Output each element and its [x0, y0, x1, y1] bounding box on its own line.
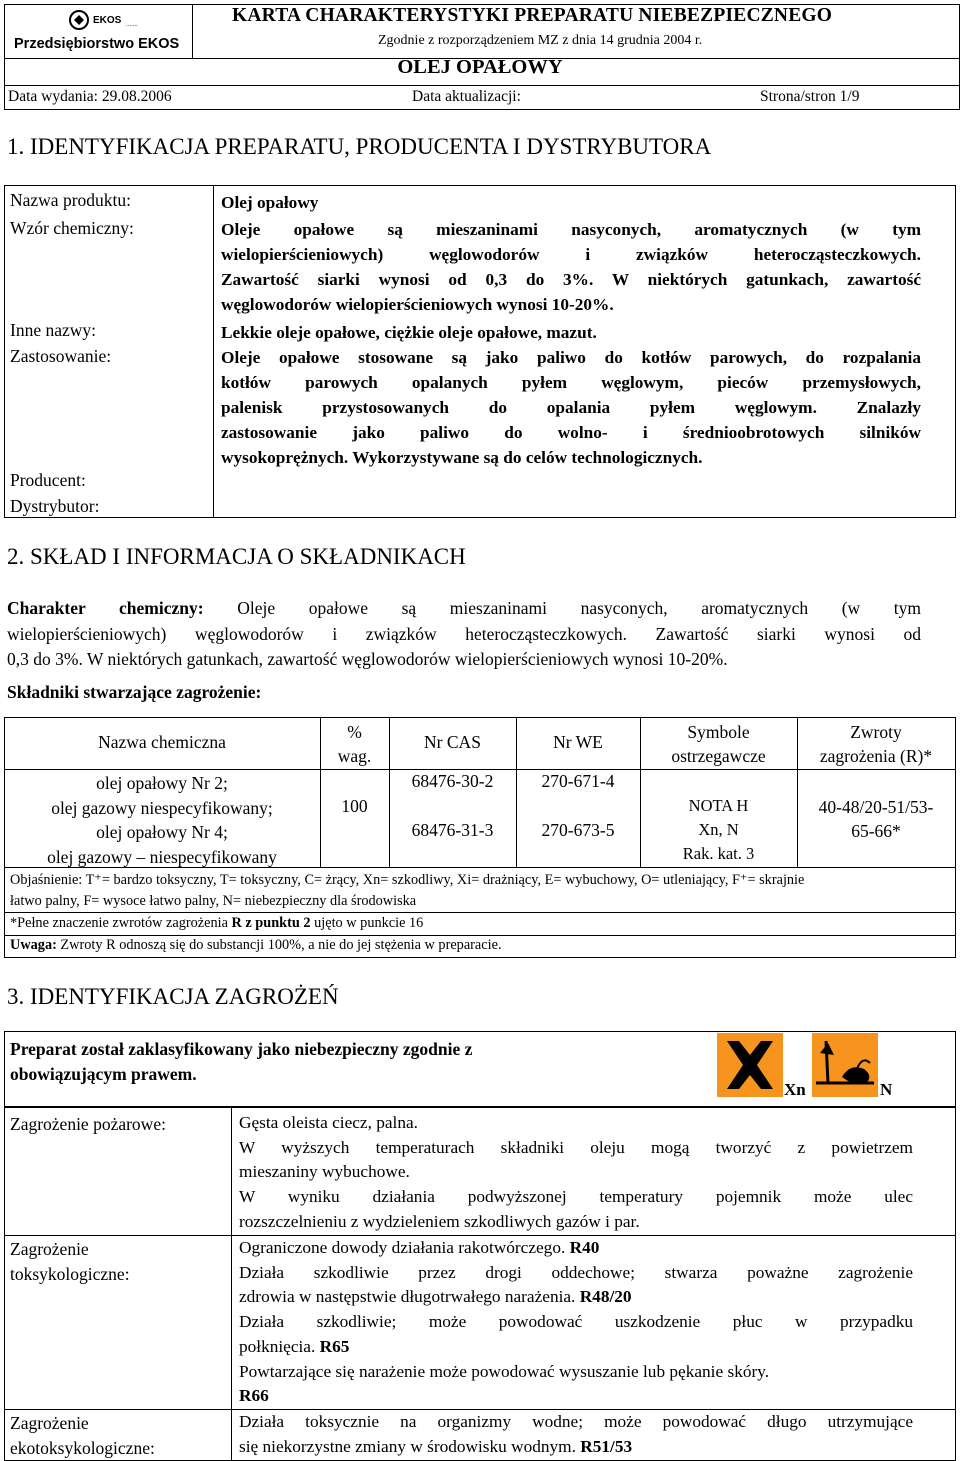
section-1-heading: 1. IDENTYFIKACJA PREPARATU, PRODUCENTA I DYSTRYBUTORA	[7, 134, 712, 159]
percent-cell: 100	[341, 796, 368, 816]
we-cell-2: 270-673-5	[541, 820, 615, 840]
svg-text:.......: .......	[126, 22, 138, 28]
cas-cell-1: 68476-30-2	[411, 771, 494, 791]
classification-statement: Preparat został zaklasyfikowany jako niebezpieczny zgodnie z obowiązującym prawem.	[10, 1039, 473, 1084]
col-header-we: Nr WE	[553, 732, 603, 752]
regulation-note: Zgodnie z rozporządzeniem MZ z dnia 14 grudnia 2004 r.	[378, 33, 703, 48]
section-3-heading: 3. IDENTYFIKACJA ZAGROŻEŃ	[7, 984, 339, 1009]
environment-hazard-icon	[812, 1033, 878, 1102]
harmful-x-icon	[717, 1033, 783, 1102]
company-logo	[66, 8, 176, 32]
hazard-components-heading: Składniki stwarzające zagrożenie:	[7, 682, 262, 702]
concentration-note: Uwaga: Zwroty R odnoszą się do substancji 100%, a nie do jej stężenia w preparacie.	[10, 937, 502, 953]
col-header-name: Nazwa chemiczna	[98, 732, 226, 752]
label-toxicological-hazard: Zagrożenie toksykologiczne:	[10, 1239, 130, 1284]
product-title: OLEJ OPAŁOWY	[397, 56, 563, 78]
label-fire-hazard: Zagrożenie pożarowe:	[10, 1114, 166, 1134]
we-cell-1: 270-671-4	[541, 771, 615, 791]
label-usage: Zastosowanie:	[10, 346, 112, 366]
col-header-cas: Nr CAS	[424, 732, 481, 752]
ecotoxicological-hazard-value: Działa toksycznie na organizmy wodne; może powodować długo utrzymujące się niekorzystne zmiany w środowisku wodnym. R51/53	[239, 1412, 913, 1456]
col-header-percent: % wag.	[337, 722, 372, 766]
chemical-names-cell	[4, 771, 320, 869]
pictogram-label-xn: Xn	[784, 1080, 806, 1099]
product-name-value: Olej opałowy	[221, 193, 319, 212]
other-names-value: Lekkie oleje opałowe, ciężkie oleje opałowe, mazut.	[221, 323, 597, 342]
company-name: Przedsiębiorstwo EKOS	[14, 36, 180, 52]
usage-value: Oleje opałowe stosowane są jako paliwo do kotłów parowych, do rozpalania kotłów parowych opalanych pyłem węglowym, pieców przemysłowych, palenisk przystosowanych do opalania pyłem węglowym. Znalazły zastosowanie jako paliwo do wolno- i średnioobrotowych silników wysokoprężnych. Wykorzystywane są do celów technologicznych.	[221, 348, 921, 467]
formula-value: Oleje opałowe są mieszaninami nasyconych, aromatycznych (w tym wielopierścieniowych) węglowodorów i związków heterocząsteczkowych. Zawartość siarki wynosi od 0,3 do 3%. W niektórych gatunkach, zawartość węglowodorów wielopierścieniowych wynosi 10-20%.	[221, 220, 921, 314]
table-row: olej opałowy Nr 4;	[96, 822, 228, 842]
table-row: olej opałowy Nr 2;	[96, 773, 228, 793]
label-other-names: Inne nazwy:	[10, 320, 97, 340]
document-title: KARTA CHARAKTERYSTYKI PREPARATU NIEBEZPIECZNEGO	[232, 5, 833, 26]
symbols-explanation: Objaśnienie: T⁺= bardzo toksyczny, T= toksyczny, C= żrący, Xn= szkodliwy, Xi= drażniący, E= wybuchowy, O= utleniający, F⁺= skrajnie łatwo palny, F= wysoce łatwo palny, N= niebezpieczny dla środowiska	[10, 872, 805, 909]
symbols-cell: NOTA H Xn, N Rak. kat. 3	[682, 796, 755, 863]
table-row: olej gazowy – niespecyfikowany	[47, 846, 277, 867]
cas-cell-2: 68476-31-3	[411, 820, 494, 840]
chemical-character-paragraph: Charakter chemiczny: Oleje opałowe są mieszaninami nasyconych, aromatycznych (w tym wielopierścieniowych) węglowodorów i związków heterocząsteczkowych. Zawartość siarki wynosi od 0,3 do 3%. W niektórych gatunkach, zawartość węglowodorów wielopierścieniowych wynosi 10-20%.	[7, 598, 922, 669]
label-distributor: Dystrybutor:	[10, 496, 100, 516]
label-formula: Wzór chemiczny:	[10, 218, 134, 238]
toxicological-hazard-value: Ograniczone dowody działania rakotwórczego. R40 Działa szkodliwie przez drogi oddechowe; stwarza poważne zagrożenie zdrowia w następstwie długotrwałego narażenia. R48/20 Działa szkodliwie; może powodować uszkodzenie płuc w przypadku połknięcia. R65 Powtarzające się narażenie może powodować wysuszanie lub pękanie skóry. R66	[239, 1238, 913, 1406]
section-2-heading: 2. SKŁAD I INFORMACJA O SKŁADNIKACH	[7, 544, 466, 569]
fire-hazard-value: Gęsta oleista ciecz, palna. W wyższych temperaturach składniki oleju mogą tworzyć z powietrzem mieszaniny wybuchowe. W wyniku działania podwyższonej temperatury pojemnik może ulec rozszczelnieniu z wydzieleniem szkodliwych gazów i par.	[239, 1113, 913, 1231]
label-ecotoxicological-hazard: Zagrożenie ekotoksykologiczne:	[10, 1413, 155, 1458]
update-date: Data aktualizacji:	[412, 88, 521, 105]
col-header-r-phrases: Zwroty zagrożenia (R)*	[819, 722, 933, 766]
r-phrases-cell: 40-48/20-51/53- 65-66*	[818, 797, 934, 841]
full-meaning-note: *Pełne znaczenie zwrotów zagrożenia R z punktu 2 ujęto w punkcie 16	[10, 915, 424, 931]
pictogram-label-n: N	[880, 1080, 893, 1099]
issue-date: Data wydania: 29.08.2006	[8, 88, 172, 105]
chemical-character-label: Charakter chemiczny:	[7, 598, 204, 618]
label-producer: Producent:	[10, 470, 86, 490]
label-product-name: Nazwa produktu:	[10, 190, 132, 210]
table-row: olej gazowy niespecyfikowany;	[51, 797, 273, 818]
page-number: Strona/stron 1/9	[760, 88, 860, 105]
svg-text:EKOS: EKOS	[93, 15, 122, 26]
col-header-symbols: Symbole ostrzegawcze	[671, 722, 766, 766]
